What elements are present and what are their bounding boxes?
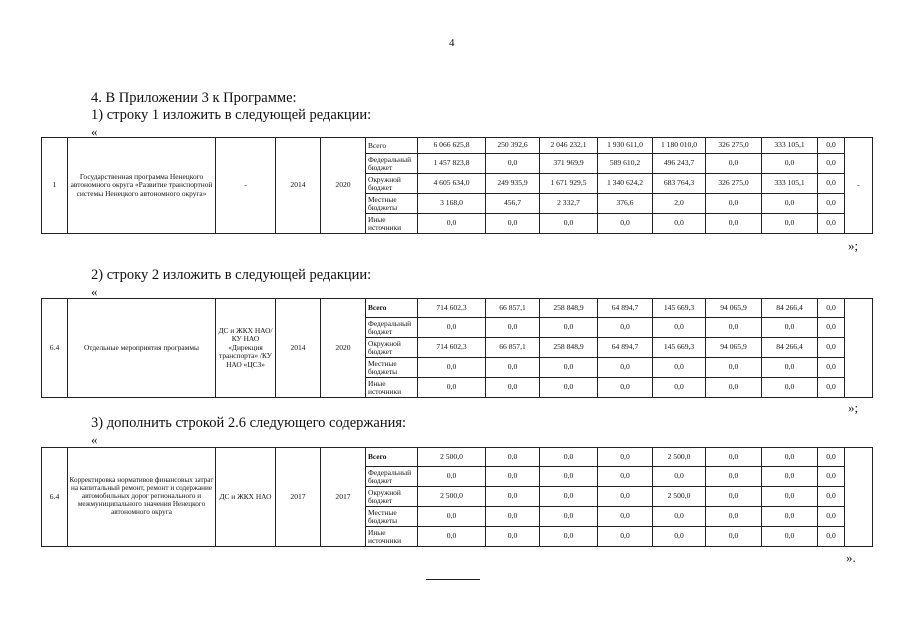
year-start: 2014 <box>276 138 321 234</box>
value-cell: 0,0 <box>818 174 845 194</box>
year-start: 2017 <box>276 448 321 547</box>
source-label: Местные бюджеты <box>366 194 418 214</box>
value-cell: 1 457 823,8 <box>418 154 486 174</box>
last-column <box>845 299 873 398</box>
value-cell: 0,0 <box>598 527 653 547</box>
value-cell: 0,0 <box>540 318 598 338</box>
value-cell: 0,0 <box>762 214 818 234</box>
value-cell: 0,0 <box>486 448 540 467</box>
value-cell: 2,0 <box>653 194 706 214</box>
value-cell: 0,0 <box>486 214 540 234</box>
value-cell: 0,0 <box>418 378 486 398</box>
section-2-open-quote: « <box>91 284 98 299</box>
value-cell: 0,0 <box>762 507 818 527</box>
value-cell: 0,0 <box>762 487 818 507</box>
value-cell: 0,0 <box>653 507 706 527</box>
value-cell: 2 500,0 <box>653 448 706 467</box>
value-cell: 258 848,9 <box>540 338 598 358</box>
value-cell: 333 105,1 <box>762 174 818 194</box>
value-cell: 0,0 <box>540 487 598 507</box>
value-cell: 0,0 <box>818 378 845 398</box>
value-cell: 0,0 <box>818 138 845 154</box>
value-cell: 66 857,1 <box>486 299 540 318</box>
value-cell: 0,0 <box>418 358 486 378</box>
value-cell: 0,0 <box>418 214 486 234</box>
value-cell: 0,0 <box>540 378 598 398</box>
section-2-heading: 2) строку 2 изложить в следующей редакции: <box>91 267 372 283</box>
source-label: Федеральный бюджет <box>366 467 418 487</box>
row-number: 1 <box>42 138 68 234</box>
value-cell: 0,0 <box>598 378 653 398</box>
value-cell: 0,0 <box>418 318 486 338</box>
value-cell: 333 105,1 <box>762 138 818 154</box>
year-start: 2014 <box>276 299 321 398</box>
row-number: 6.4 <box>42 448 68 547</box>
executor: ДС и ЖКХ НАО/КУ НАО «Дирекция транспорта» /КУ НАО «ЦСЗ» <box>216 299 276 398</box>
value-cell: 0,0 <box>762 358 818 378</box>
value-cell: 0,0 <box>418 507 486 527</box>
value-cell: 371 969,9 <box>540 154 598 174</box>
source-label: Всего <box>366 138 418 154</box>
value-cell: 0,0 <box>653 358 706 378</box>
value-cell: 1 180 010,0 <box>653 138 706 154</box>
value-cell: 589 610,2 <box>598 154 653 174</box>
value-cell: 0,0 <box>762 154 818 174</box>
value-cell: 0,0 <box>818 527 845 547</box>
value-cell: 0,0 <box>598 358 653 378</box>
value-cell: 250 392,6 <box>486 138 540 154</box>
section-1-open-quote: « <box>91 124 98 139</box>
section-1-heading: 1) строку 1 изложить в следующей редакции: <box>91 107 372 123</box>
executor: ДС и ЖКХ НАО <box>216 448 276 547</box>
value-cell: 0,0 <box>540 214 598 234</box>
value-cell: 4 605 634,0 <box>418 174 486 194</box>
value-cell: 0,0 <box>818 194 845 214</box>
value-cell: 0,0 <box>540 358 598 378</box>
section-3-close-quote: ». <box>846 550 856 565</box>
value-cell: 0,0 <box>598 487 653 507</box>
value-cell: 0,0 <box>486 507 540 527</box>
value-cell: 84 266,4 <box>762 338 818 358</box>
value-cell: 0,0 <box>706 318 762 338</box>
value-cell: 66 857,1 <box>486 338 540 358</box>
program-name: Отдельные мероприятия программы <box>68 299 216 398</box>
value-cell: 0,0 <box>486 358 540 378</box>
section-3-table <box>41 447 873 547</box>
value-cell: 456,7 <box>486 194 540 214</box>
section-title: 4. В Приложении 3 к Программе: <box>91 90 297 106</box>
value-cell: 0,0 <box>762 448 818 467</box>
source-label: Всего <box>366 299 418 318</box>
value-cell: 1 930 611,0 <box>598 138 653 154</box>
value-cell: 0,0 <box>486 378 540 398</box>
value-cell: 326 275,0 <box>706 174 762 194</box>
value-cell: 0,0 <box>486 527 540 547</box>
value-cell: 2 500,0 <box>418 487 486 507</box>
value-cell: 0,0 <box>706 527 762 547</box>
value-cell: 326 275,0 <box>706 138 762 154</box>
value-cell: 84 266,4 <box>762 299 818 318</box>
value-cell: 0,0 <box>706 448 762 467</box>
program-name: Государственная программа Ненецкого автономного округа «Развитие транспортной системы Ненецкого автономного округа» <box>68 138 216 234</box>
value-cell: 0,0 <box>486 487 540 507</box>
section-1-table <box>41 137 873 234</box>
source-label: Иные источники <box>366 214 418 234</box>
value-cell: 0,0 <box>762 318 818 338</box>
value-cell: 714 602,3 <box>418 338 486 358</box>
value-cell: 0,0 <box>540 527 598 547</box>
value-cell: 0,0 <box>818 467 845 487</box>
value-cell: 0,0 <box>706 154 762 174</box>
value-cell: 0,0 <box>706 214 762 234</box>
value-cell: 0,0 <box>762 378 818 398</box>
value-cell: 0,0 <box>598 507 653 527</box>
value-cell: 0,0 <box>653 527 706 547</box>
value-cell: 0,0 <box>762 467 818 487</box>
value-cell: 0,0 <box>818 487 845 507</box>
row-number: 6.4 <box>42 299 68 398</box>
section-3-open-quote: « <box>91 432 98 447</box>
value-cell: 0,0 <box>706 378 762 398</box>
value-cell: 0,0 <box>818 318 845 338</box>
value-cell: 0,0 <box>418 527 486 547</box>
value-cell: 2 500,0 <box>653 487 706 507</box>
year-end: 2020 <box>321 299 366 398</box>
value-cell: 0,0 <box>653 318 706 338</box>
value-cell: 0,0 <box>818 358 845 378</box>
value-cell: 0,0 <box>706 507 762 527</box>
year-end: 2017 <box>321 448 366 547</box>
value-cell: 0,0 <box>653 214 706 234</box>
value-cell: 6 066 625,8 <box>418 138 486 154</box>
section-1-close-quote: »; <box>848 238 859 253</box>
value-cell: 2 500,0 <box>418 448 486 467</box>
value-cell: 2 332,7 <box>540 194 598 214</box>
value-cell: 0,0 <box>818 154 845 174</box>
value-cell: 64 894,7 <box>598 299 653 318</box>
value-cell: 0,0 <box>598 467 653 487</box>
value-cell: 0,0 <box>818 448 845 467</box>
value-cell: 64 894,7 <box>598 338 653 358</box>
value-cell: 0,0 <box>486 154 540 174</box>
program-name: Корректировка нормативов финансовых затрат на капитальный ремонт, ремонт и содержание автомобильных дорог регионального и межмуниципального значения Ненецкого автономного округа <box>68 448 216 547</box>
source-label: Федеральный бюджет <box>366 318 418 338</box>
value-cell: 0,0 <box>818 507 845 527</box>
value-cell: 0,0 <box>598 318 653 338</box>
value-cell: 496 243,7 <box>653 154 706 174</box>
value-cell: 683 764,3 <box>653 174 706 194</box>
value-cell: 714 602,3 <box>418 299 486 318</box>
value-cell: 0,0 <box>486 318 540 338</box>
source-label: Окружной бюджет <box>366 338 418 358</box>
value-cell: 145 669,3 <box>653 338 706 358</box>
value-cell: 1 340 624,2 <box>598 174 653 194</box>
value-cell: 0,0 <box>598 448 653 467</box>
source-label: Местные бюджеты <box>366 507 418 527</box>
value-cell: 0,0 <box>706 487 762 507</box>
section-3-heading: 3) дополнить строкой 2.6 следующего содержания: <box>91 415 407 431</box>
source-label: Иные источники <box>366 527 418 547</box>
source-label: Иные источники <box>366 378 418 398</box>
value-cell: 376,6 <box>598 194 653 214</box>
value-cell: 0,0 <box>706 467 762 487</box>
value-cell: 0,0 <box>818 214 845 234</box>
value-cell: 258 848,9 <box>540 299 598 318</box>
value-cell: 0,0 <box>540 448 598 467</box>
value-cell: 1 671 929,5 <box>540 174 598 194</box>
value-cell: 94 065,9 <box>706 299 762 318</box>
value-cell: 94 065,9 <box>706 338 762 358</box>
value-cell: 0,0 <box>762 527 818 547</box>
value-cell: 2 046 232,1 <box>540 138 598 154</box>
value-cell: 0,0 <box>818 299 845 318</box>
footer-divider <box>426 579 480 580</box>
value-cell: 0,0 <box>540 467 598 487</box>
value-cell: 3 168,0 <box>418 194 486 214</box>
executor: - <box>216 138 276 234</box>
page-number: 4 <box>449 37 455 49</box>
source-label: Окружной бюджет <box>366 174 418 194</box>
source-label: Федеральный бюджет <box>366 154 418 174</box>
value-cell: 0,0 <box>762 194 818 214</box>
value-cell: 0,0 <box>653 378 706 398</box>
value-cell: 249 935,9 <box>486 174 540 194</box>
value-cell: 0,0 <box>653 467 706 487</box>
last-column <box>845 448 873 547</box>
year-end: 2020 <box>321 138 366 234</box>
value-cell: 0,0 <box>706 358 762 378</box>
value-cell: 0,0 <box>818 338 845 358</box>
last-column: - <box>845 138 873 234</box>
source-label: Местные бюджеты <box>366 358 418 378</box>
value-cell: 0,0 <box>540 507 598 527</box>
source-label: Окружной бюджет <box>366 487 418 507</box>
source-label: Всего <box>366 448 418 467</box>
section-2-close-quote: »; <box>848 400 859 415</box>
value-cell: 0,0 <box>598 214 653 234</box>
value-cell: 145 669,3 <box>653 299 706 318</box>
value-cell: 0,0 <box>418 467 486 487</box>
section-2-table <box>41 298 873 398</box>
value-cell: 0,0 <box>486 467 540 487</box>
value-cell: 0,0 <box>706 194 762 214</box>
